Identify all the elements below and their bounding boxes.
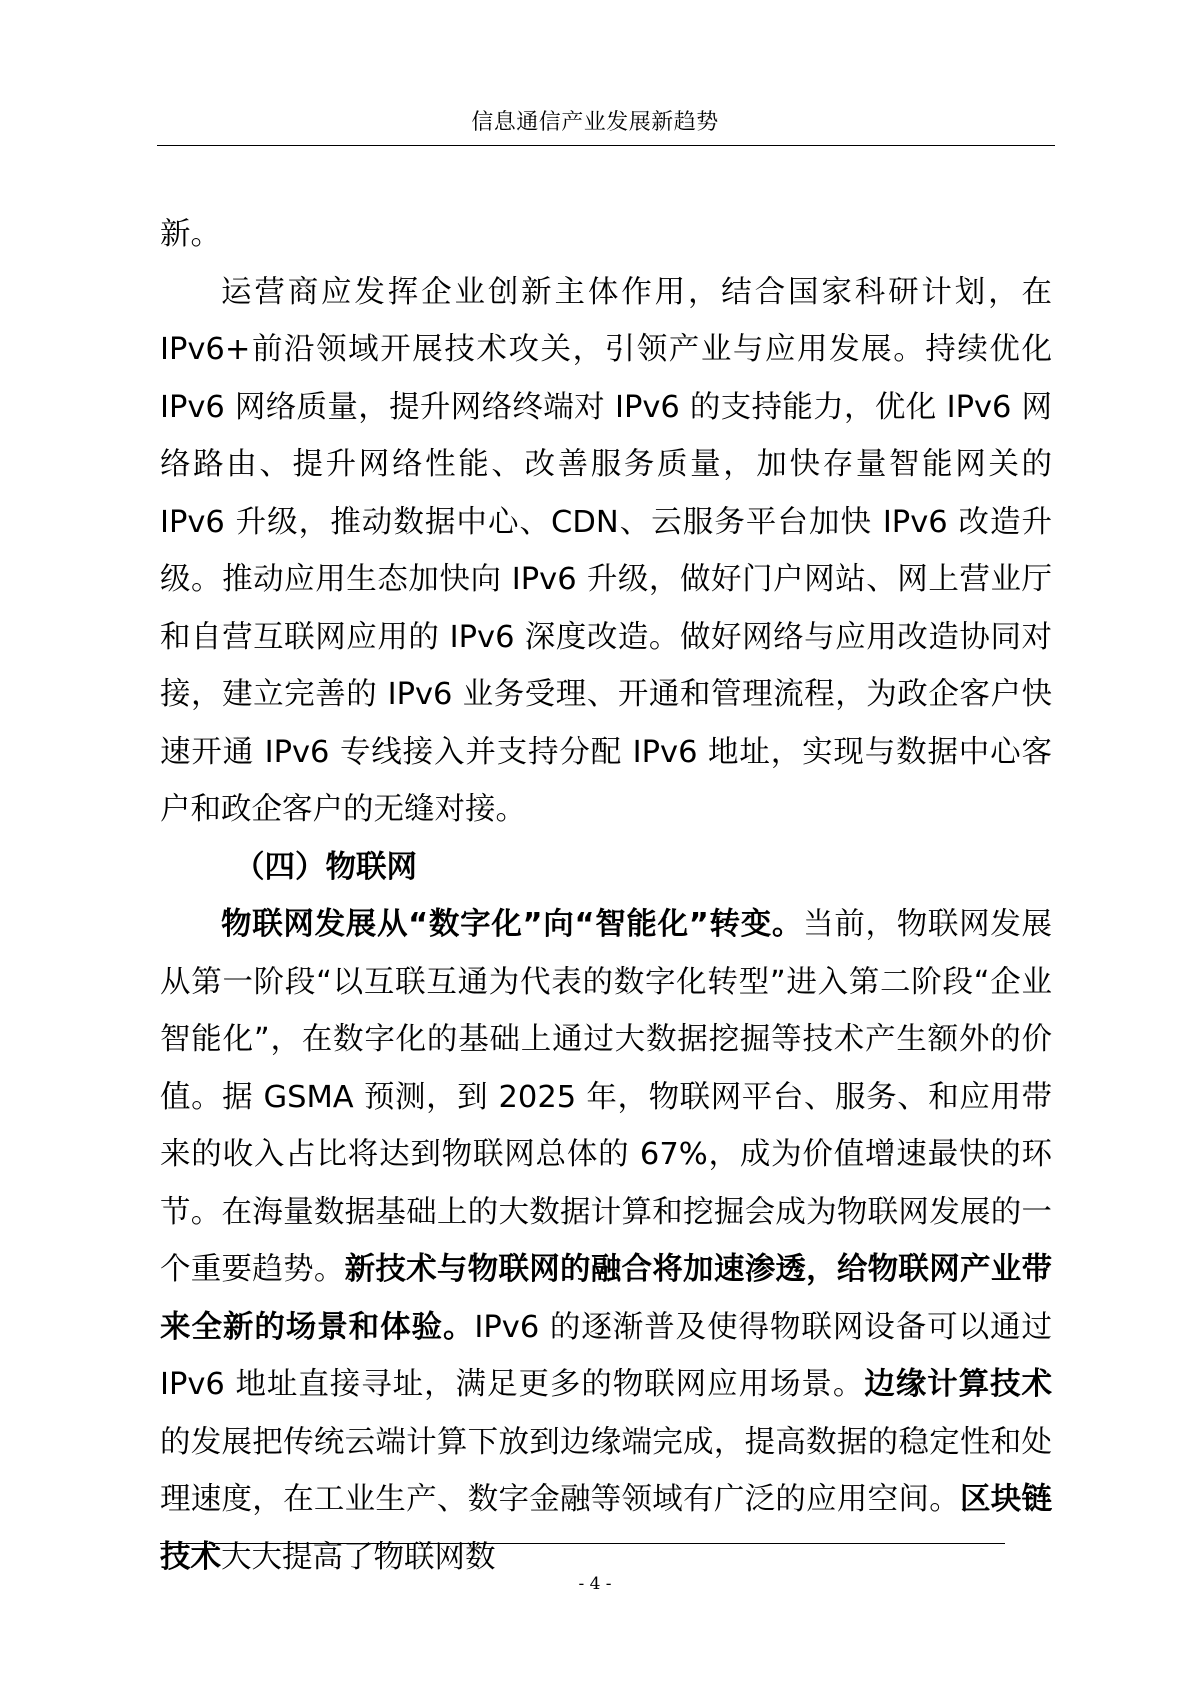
paragraph-ipv6: 运营商应发挥企业创新主体作用，结合国家科研计划，在 IPv6+前沿领域开展技术攻关，引领产业与应用发展。持续优化 IPv6 网络质量，提升网络终端对 IPv6 的支持能力，优化 IPv6 网络路由、提升网络性能、改善服务质量，加快存量智能网关的 IPv6 升级，推动数据中心、CDN、云服务平台加快 IPv6 改造升级。推动应用生态加快向 IPv6 升级，做好门户网站、网上营业厅和自营互联网应用的 IPv6 深度改造。做好网络与应用改造协同对接，建立完善的 IPv6 业务受理、开通和管理流程，为政企客户快速开通 IPv6 专线接入并支持分配 IPv6 地址，实现与数据中心客户和政企客户的无缝对接。 xyxy=(160,274,1052,827)
iot-bold-edge-computing: 边缘计算技术 xyxy=(864,1367,1052,1402)
iot-lead-bold: 物联网发展从“数字化”向“智能化”转变。 xyxy=(221,907,804,942)
iot-text-1: 当前，物联网发展从第一阶段“以互联互通为代表的数字化转型”进入第二阶段“企业智能化”，在数字化的基础上通过大数据挖掘等技术产生额外的价值。据 GSMA 预测，到 2025 年，物联网平台、服务、和应用带来的收入占比将达到物联网总体的 67%，成为价值增速最快的环节。在海量数据基础上的大数据计算和挖掘会成为物联网发展的一个重要趋势。 xyxy=(160,907,1053,1287)
iot-text-3: 的发展把传统云端计算下放到边缘端完成，提高数据的稳定性和处理速度，在工业生产、数字金融等领域有广泛的应用空间。 xyxy=(160,1424,1052,1517)
section-heading-iot: （四）物联网 xyxy=(234,849,417,885)
footer-divider xyxy=(160,1543,1005,1544)
iot-text-2: IPv6 的逐渐普及使得物联网设备可以通过 IPv6 地址直接寻址，满足更多的物联网应用场景。 xyxy=(160,1309,1052,1402)
header-divider xyxy=(157,145,1055,146)
document-body xyxy=(160,206,1052,1586)
page-number: - 4 - xyxy=(578,1574,612,1594)
iot-bold-new-tech: 新技术与物联网的融合将加速渗透，给物联网产业带来全新的场景和体验。 xyxy=(160,1252,1053,1345)
paragraph-iot xyxy=(160,896,1052,1586)
page-header-title: 信息通信产业发展新趋势 xyxy=(471,110,719,135)
iot-bold-blockchain: 区块链技术 xyxy=(160,1482,1053,1575)
iot-text-4: 大大提高了物联网数 xyxy=(221,1539,496,1575)
paragraph-continuation: 新。 xyxy=(160,217,221,252)
